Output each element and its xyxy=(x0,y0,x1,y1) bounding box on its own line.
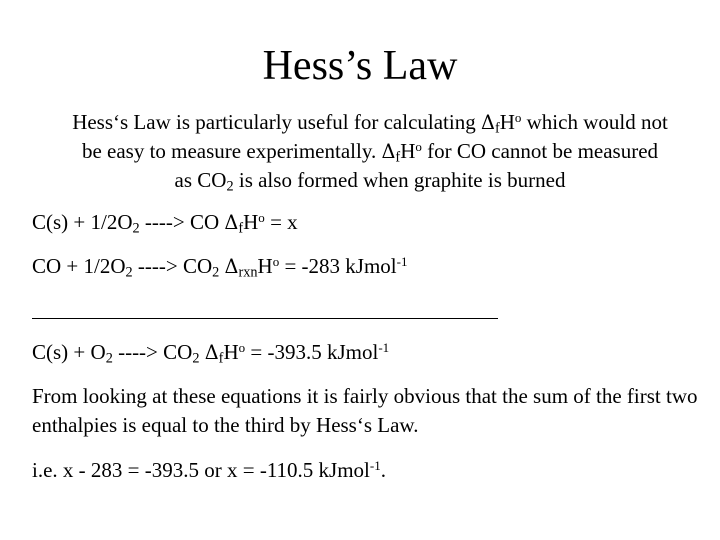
equation-text: C(s) + O xyxy=(32,340,106,364)
exponent: -1 xyxy=(369,457,381,473)
equation-text: = -283 kJmol xyxy=(279,254,397,278)
subscript-2: 2 xyxy=(212,264,220,281)
intro-line-2 xyxy=(20,137,720,166)
subscript-f: f xyxy=(218,350,224,367)
equation-text: ----> CO xyxy=(139,210,225,234)
equation-1 xyxy=(32,208,298,237)
intro-text-run: which would not xyxy=(521,110,668,134)
standard-state-symbol: o xyxy=(514,109,522,125)
sum-divider-line xyxy=(32,318,498,319)
intro-text-run: be easy to measure experimentally. xyxy=(81,139,382,163)
subscript-f: f xyxy=(238,220,244,237)
enthalpy-h: H xyxy=(257,254,273,278)
standard-state-symbol: o xyxy=(258,209,265,225)
intro-text-run: as CO xyxy=(174,168,227,192)
equation-text: C(s) + 1/2O xyxy=(32,210,133,234)
enthalpy-h: H xyxy=(243,210,259,234)
conclusion-text: . xyxy=(380,458,386,482)
enthalpy-h: H xyxy=(400,139,416,163)
delta-symbol: Δ xyxy=(381,140,396,163)
equation-text: ----> CO xyxy=(132,254,213,278)
intro-text-run: Hess‘s Law is particularly useful for calculating xyxy=(72,110,481,134)
intro-text-run: is also formed when graphite is burned xyxy=(233,168,566,192)
equation-3 xyxy=(32,338,389,367)
standard-state-symbol: o xyxy=(272,253,280,269)
equation-2 xyxy=(32,252,408,281)
equation-text: = -393.5 kJmol xyxy=(245,340,379,364)
subscript-f: f xyxy=(395,149,401,166)
exponent: -1 xyxy=(378,339,390,355)
subscript-f: f xyxy=(494,120,500,137)
conclusion-line xyxy=(32,456,386,484)
subscript-2: 2 xyxy=(226,178,234,195)
intro-line-1 xyxy=(20,108,720,137)
intro-text xyxy=(20,108,720,195)
equation-text: ----> CO xyxy=(112,340,193,364)
intro-text-run: for CO cannot be measured xyxy=(421,139,659,163)
enthalpy-h: H xyxy=(223,340,239,364)
delta-symbol: Δ xyxy=(224,211,239,234)
intro-line-3 xyxy=(20,166,720,195)
delta-symbol: Δ xyxy=(224,255,239,278)
explanation-paragraph: From looking at these equations it is fairly obvious that the sum of the first two enthalpies is equal to the third by Hess‘s Law. xyxy=(32,384,698,437)
delta-symbol: Δ xyxy=(204,341,219,364)
enthalpy-h: H xyxy=(499,110,515,134)
delta-symbol: Δ xyxy=(480,111,495,134)
equation-text: = x xyxy=(264,210,298,234)
exponent: -1 xyxy=(396,253,408,269)
conclusion-text: i.e. x - 283 = -393.5 or x = -110.5 kJmol xyxy=(32,458,370,482)
subscript-2: 2 xyxy=(105,350,113,367)
subscript-2: 2 xyxy=(132,220,140,237)
equation-text: CO + 1/2O xyxy=(32,254,126,278)
subscript-2: 2 xyxy=(125,264,133,281)
standard-state-symbol: o xyxy=(238,339,246,355)
slide-title: Hess’s Law xyxy=(262,43,458,89)
subscript-rxn: rxn xyxy=(238,264,258,281)
subscript-2: 2 xyxy=(192,350,200,367)
standard-state-symbol: o xyxy=(415,138,422,154)
